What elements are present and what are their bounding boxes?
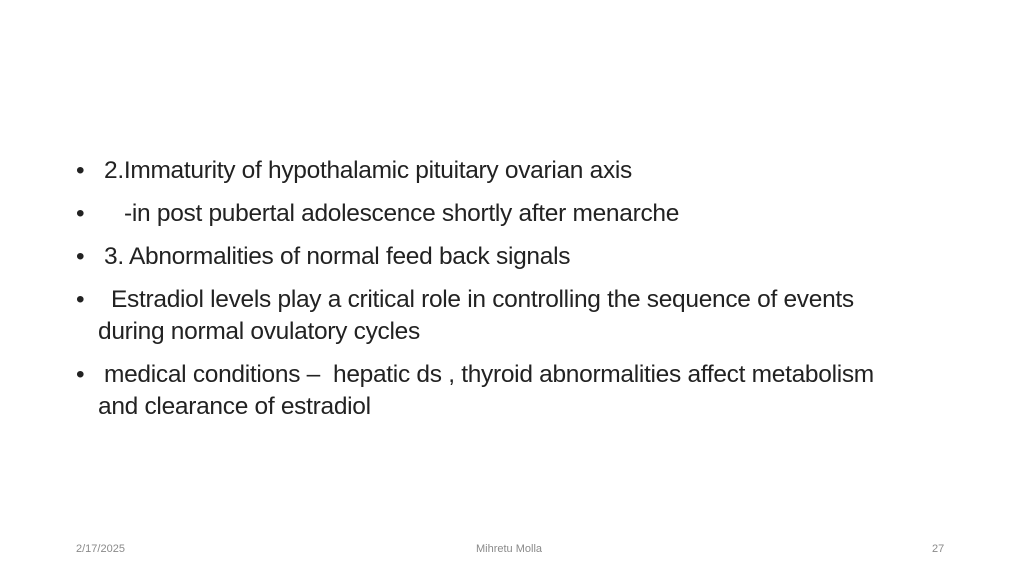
bullet-icon: • <box>76 243 85 270</box>
list-item <box>76 359 888 423</box>
list-item <box>76 241 936 273</box>
list-item <box>76 155 936 187</box>
item-text: -in post pubertal adolescence shortly after menarche <box>98 200 680 227</box>
footer-page-number: 27 <box>932 543 945 555</box>
bullet-icon: • <box>76 157 85 184</box>
list-item <box>76 198 936 230</box>
footer-date: 2/17/2025 <box>76 543 125 555</box>
bullet-icon: • <box>76 361 85 388</box>
item-text: Estradiol levels play a critical role in controlling the sequence of events during normal ovulatory cycles <box>98 286 861 345</box>
list-item <box>76 284 918 348</box>
bullet-list <box>76 155 936 434</box>
bullet-icon: • <box>76 200 85 227</box>
footer-author: Mihretu Molla <box>476 543 543 555</box>
item-text: medical conditions – hepatic ds , thyroid abnormalities affect metabolism and clearance of estradiol <box>98 361 881 420</box>
item-text: 3. Abnormalities of normal feed back signals <box>104 243 571 270</box>
item-text: 2.Immaturity of hypothalamic pituitary ovarian axis <box>104 157 633 184</box>
bullet-icon: • <box>76 286 85 313</box>
